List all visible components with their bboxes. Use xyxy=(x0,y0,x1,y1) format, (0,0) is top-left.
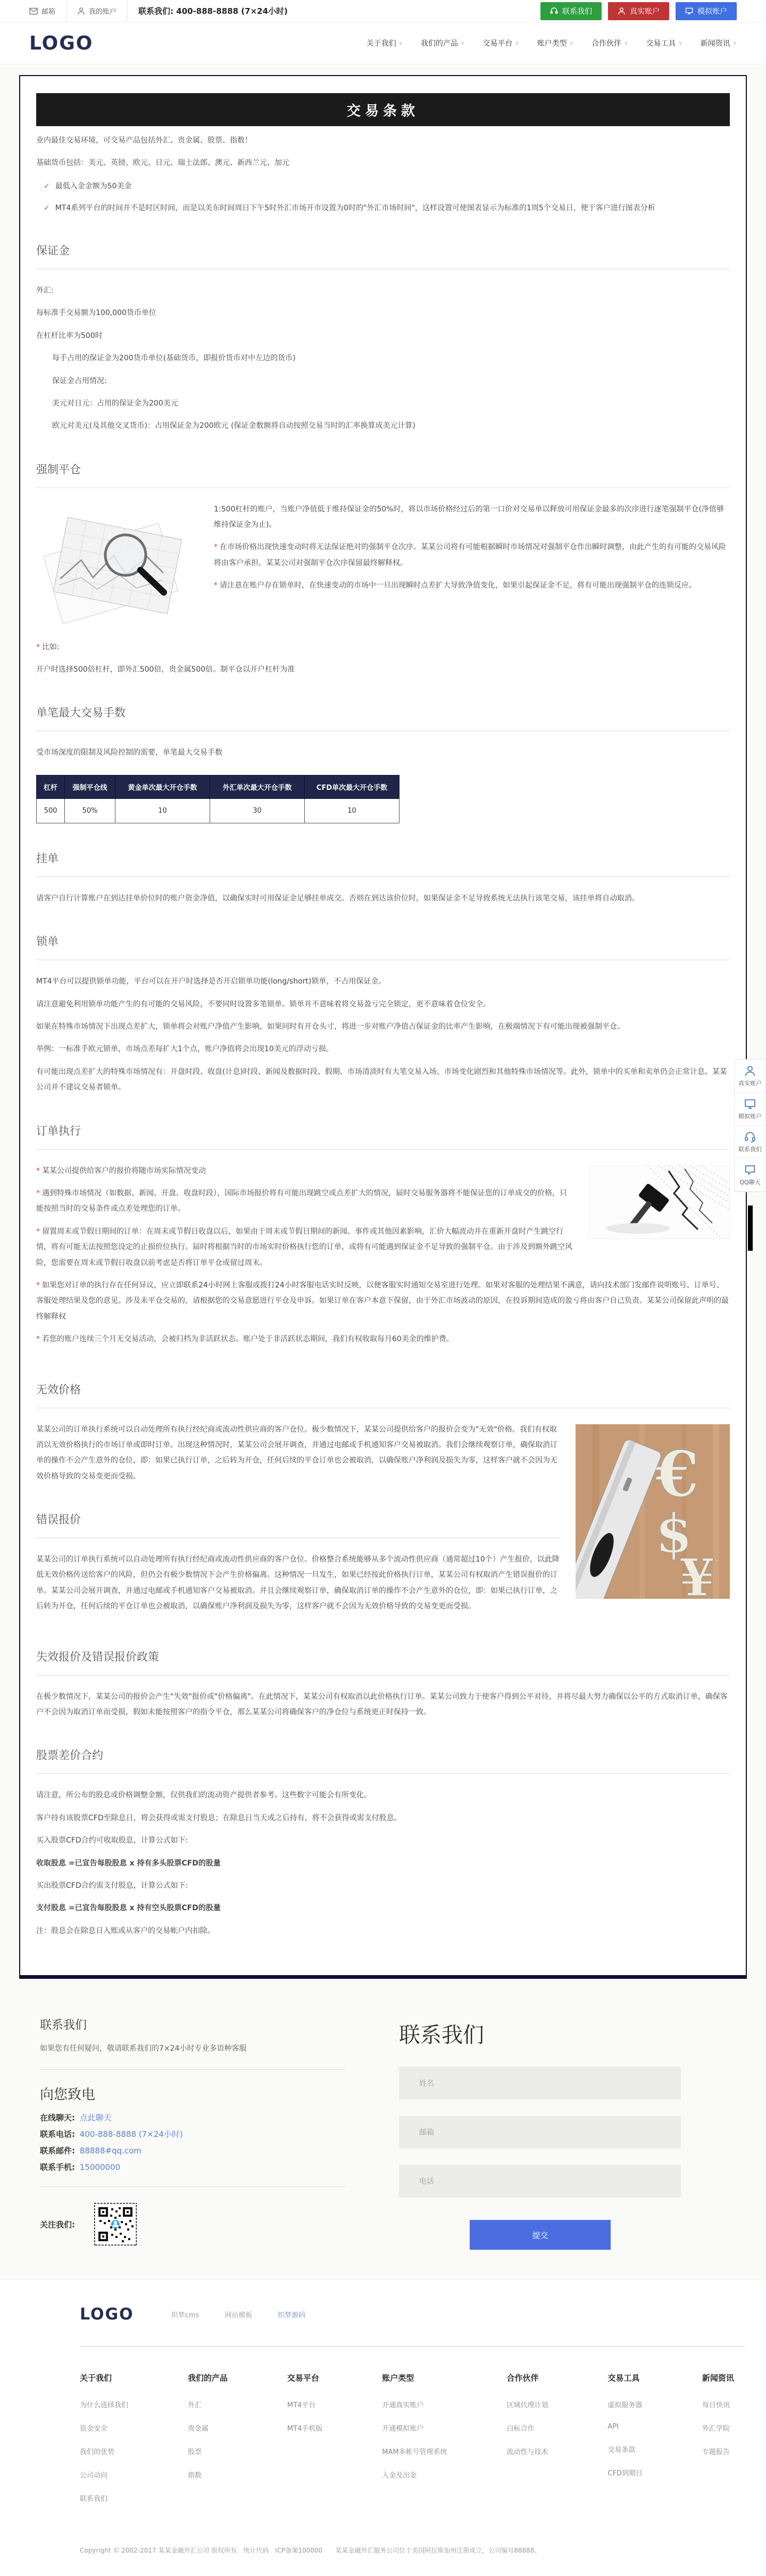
check-item: ✓ MT4系列平台的时间并不是时区时间，而是以美东时间周日下午5时外汇市场开市设置为0时的"外汇市场时间"，这样设置可使图表显示为标准的1周5个交易日，便于客户进行图表分析 xyxy=(44,201,730,216)
divider xyxy=(36,1773,730,1774)
svg-text:$: $ xyxy=(655,1501,693,1565)
footer-column-partners xyxy=(506,2372,548,2516)
paragraph: 美元对日元：占用的保证金为200美元 xyxy=(52,399,178,408)
footer-column-tools xyxy=(607,2372,643,2516)
divider xyxy=(40,2069,346,2070)
bullet-paragraph: * 若您的账户连续三个月无交易活动，会被归档为非活跃状态。账户处于非活跃状态期间，我们有权收取每月60美金的维护费。 xyxy=(36,1335,454,1344)
table-header-cell: 黄金单次最大开仓手数 xyxy=(115,775,210,798)
contact-us-label: 联系我们 xyxy=(562,7,592,16)
footer-column-title: 交易平台 xyxy=(287,2373,319,2383)
footer-link[interactable]: 资金安全 xyxy=(80,2425,108,2433)
asterisk-marker: * xyxy=(36,642,40,651)
paragraph: 有可能出现点差扩大的特殊市场情况有：开盘时段、收盘(计息)时段、新闻及数据时段、假期、市场清淡时有大笔交易入场、市场变化剧烈和其他特殊市场情况等。此外，锁单中的买单和卖单仍会正常计息。某某公司并不建议交易者锁单。 xyxy=(36,1067,727,1092)
headset-icon xyxy=(550,7,558,15)
section-title-stale-quote-policy: 失效报价及错误报价政策 xyxy=(36,1650,159,1663)
section-title-order-execution: 订单执行 xyxy=(36,1124,81,1137)
divider xyxy=(36,1149,730,1150)
main-nav xyxy=(0,22,766,64)
nav-item[interactable]: 交易工具 ∨ xyxy=(646,39,682,48)
note-text: 开户时选择500倍杠杆，即外汇500倍，贵金属500倍。制平仓以开户杠杆为准 xyxy=(36,665,295,674)
footer-link[interactable]: 外汇学院 xyxy=(702,2425,730,2433)
footer-top-link[interactable]: 网站模板 xyxy=(224,2311,253,2320)
paragraph: 在极少数情况下，某某公司的报价会产生"失效"报价或"价格偏离"。在此情况下，某某公司有权取消以此价格执行订单。某某公司致力于使客户得到公平对待，并将尽最大努力确保以公平的方式取消订单，确保客户不会因为取消订单而受损，假如未能按照客户的指令平仓，那么某某公司将确保客户的净仓位与系统更正时保持一致。 xyxy=(36,1692,728,1717)
footer-link[interactable]: 开通真实账户 xyxy=(382,2401,424,2410)
scrollbar-thumb[interactable] xyxy=(748,1206,753,1251)
chevron-down-icon: ∨ xyxy=(624,40,628,46)
paragraph: 请注意避免利用锁单功能产生的有可能的交易风险，不要同时设置多笔锁单。锁单并不意味着将交易盈亏完全锁定，更不意味着仓位安全。 xyxy=(36,1000,490,1009)
demo-account-button[interactable] xyxy=(676,2,737,20)
margin-lines xyxy=(36,283,730,344)
email-field[interactable] xyxy=(399,2116,681,2149)
contact-row: 联系手机: 15000000 xyxy=(40,2162,121,2173)
contact-us-button[interactable] xyxy=(540,2,602,20)
nav-item[interactable]: 我们的产品 ∨ xyxy=(421,39,465,48)
check-icon: ✓ xyxy=(44,204,50,213)
footer-link[interactable]: API xyxy=(607,2423,619,2431)
gavel-chart-image xyxy=(589,1166,730,1239)
user-icon xyxy=(77,7,85,15)
divider xyxy=(80,2346,745,2347)
footer-column-title: 合作伙伴 xyxy=(506,2373,539,2383)
paragraph: 如果在特殊市场情况下出现点差扩大，锁单将会对账户净值产生影响，如果同时有开仓头寸，将进一步对账户净值占保证金的比率产生影响，在极端情况下有可能出现被强制平仓。 xyxy=(36,1022,625,1031)
bullet-paragraph: * 留置周末或节假日期间的订单：在周末或节假日收盘以后，如果由于周末或节假日期间的新闻、事件或其他因素影响，汇价大幅波动并在重新开盘时产生跳空行情，将有可能无法按照您设定的止损价位执行。届时将根据当时的市场实时价格执行您的订单，或将有可能遇到保证金不足导致的强制平仓。由于涉及到额外跳空风险，您需要在周末或节假日收盘以前考虑是否将订单平仓或留过周末。 xyxy=(36,1227,572,1267)
paragraph: 客户持有该股票CFD至除息日，将会获得或需支付股息；在除息日当天或之后持有，将不会获得或需支付股息。 xyxy=(36,1813,402,1822)
max-lots-table xyxy=(36,775,399,823)
footer-column-accounts xyxy=(382,2372,447,2516)
footer-link[interactable]: 我们的优势 xyxy=(80,2448,115,2457)
table-cell: 10 xyxy=(115,798,210,823)
submit-button[interactable]: 提交 xyxy=(470,2220,611,2250)
chat-icon xyxy=(744,1164,756,1176)
footer-link[interactable]: 指数 xyxy=(187,2472,202,2480)
hotline-text: 联系我们: 400-888-8888 (7×24小时) xyxy=(138,6,288,16)
footer-top-link[interactable]: 织梦cms xyxy=(171,2311,199,2320)
contact-section xyxy=(0,1979,766,2279)
footer-link[interactable]: 贵金属 xyxy=(187,2425,209,2433)
topbar xyxy=(0,0,766,22)
footer-link[interactable]: 流动性与技术 xyxy=(506,2448,548,2457)
follow-us-label: 关注我们: xyxy=(40,2219,75,2230)
logo[interactable]: LOGO xyxy=(29,32,94,54)
paragraph: 外汇: xyxy=(36,286,54,295)
contact-row: 联系邮件: 88888#qq.com xyxy=(40,2146,141,2156)
paragraph: 某某公司的订单执行系统可以自动处理所有执行经纪商或流动性供应商的客户仓位。价格整合系统能够从多个流动性供应商（通常超过10个）产生报价，以此降低无效价格传送给客户的风险，但仍会有极少数情况下会产生价格偏离。这种情况一旦发生，如果已经按此价格执行订单，某某公司有权取消产生错误报价的订单。某某公司会展开调查，并通过电邮或手机通知客户交易被取消。并且会继续观察订单，确保取消订单的操作不会产生意外的仓位，即：如果已执行订单，之后转为开仓，任何后续的平仓订单也会被取消，以确保账户净利润及损失为零，这样客户就不会因为无效价格导致的交易变更而受损。 xyxy=(36,1555,560,1611)
table-cell: 500 xyxy=(37,798,65,823)
currency-symbols-image xyxy=(576,1424,730,1599)
chevron-down-icon: ∨ xyxy=(461,40,465,46)
section-title-stock-cfd: 股票差价合约 xyxy=(36,1749,103,1762)
user-icon xyxy=(618,7,626,15)
footer-link[interactable]: 联系我们 xyxy=(80,2495,108,2504)
mailbox-link[interactable] xyxy=(29,6,55,16)
form-title: 联系我们 xyxy=(399,2023,484,2048)
paragraph: 请注意，所公布的股息或价格调整金额，仅供我们的流动资产提供者参考。这些数字可能会有所变化。 xyxy=(36,1791,371,1800)
section-title-hedging: 锁单 xyxy=(36,935,59,948)
side-live-account-button[interactable]: 真实账户 xyxy=(735,1060,765,1093)
footer-link[interactable]: 为什么选择我们 xyxy=(80,2401,129,2410)
contact-value-link[interactable]: 400-888-8888 (7×24小时) xyxy=(79,2129,183,2140)
section-title-wrong-quote: 错误报价 xyxy=(36,1513,81,1526)
nav-item[interactable]: 关于我们 ∨ xyxy=(366,39,403,48)
paragraph: 保证金占用情况: xyxy=(52,376,107,385)
nav-item[interactable]: 交易平台 ∨ xyxy=(482,39,519,48)
contact-value-link[interactable]: 点此聊天 xyxy=(79,2113,112,2123)
footer-link[interactable]: 虚拟服务器 xyxy=(607,2401,643,2410)
contact-row: 联系电话: 400-888-8888 (7×24小时) xyxy=(40,2129,183,2140)
check-icon: ✓ xyxy=(44,181,50,191)
call-you-title: 向您致电 xyxy=(40,2087,96,2103)
contact-value-link[interactable]: 15000000 xyxy=(79,2162,121,2173)
monitor-icon xyxy=(744,1098,756,1110)
intro-text: 基础货币包括：美元、英镑、欧元、日元、瑞士法郎、澳元、新西兰元、加元 xyxy=(36,159,289,168)
mail-icon xyxy=(29,7,38,15)
paragraph: 受市场深度的限制及风险控制的需要，单笔最大交易手数 xyxy=(36,748,222,757)
footer-link[interactable]: 每日快讯 xyxy=(702,2401,730,2410)
footer-link[interactable]: 区域代理计划 xyxy=(506,2401,548,2410)
bullet-paragraph: * 遇到特殊市场情况（如数据、新闻、开盘、收盘时段），国际市场报价将有可能出现跳空或点差扩大的情况，届时交易服务器将不能保证您的订单成交的价格，只能按照当时的交易条件或点差处理您的订单。 xyxy=(36,1189,567,1213)
live-account-button[interactable] xyxy=(608,2,669,20)
chevron-down-icon: ∨ xyxy=(732,40,737,46)
headset-icon xyxy=(744,1131,756,1143)
page-title: 交易条款 xyxy=(36,93,730,126)
nav-menu xyxy=(367,38,737,48)
chevron-down-icon: ∨ xyxy=(515,40,519,46)
paragraph: * 请注意在账户存在锁单时，在快速变动的市场中一旦出现瞬时点差扩大导致净值变化，如果引起保证金不足，将有可能出现强制平仓的连锁反应。 xyxy=(214,581,696,590)
paragraph: * 在市场价格出现快速变动时将无法保证绝对的强制平仓次序。某某公司将有可能根据瞬时市场情况对强制平仓作出瞬时调整，由此产生的有可能的交易风险将由客户承担。某某公司对强制平仓次序保留最终解释权。 xyxy=(214,543,726,567)
asterisk-marker: * xyxy=(214,543,218,552)
demo-account-label: 模拟账户 xyxy=(697,7,727,16)
footer-link[interactable]: 股票 xyxy=(187,2448,202,2457)
divider xyxy=(40,2186,346,2187)
footer-column-products xyxy=(188,2372,228,2516)
bullet-paragraph: * 如果您对订单的执行存在任何异议，应立即联系24小时网上客服或拨打24小时客服电话实时反映，以便客服实时通知交易室进行处理。如果对客服的处理结果不满意，请向技术部门发邮件说明账号、订单号、客服处理结果及您的意见。涉及未平仓交易的，请根据您的交易意愿进行平仓及申诉。如果订单在客户本意下保留，由于外汇市场波动的原因，在投诉期间造成的盈亏将由客户自己负责。某某公司保留此声明的最终解释权 xyxy=(36,1281,729,1321)
check-list xyxy=(36,179,730,216)
footer-column-title: 关于我们 xyxy=(80,2373,112,2383)
paragraph: 在杠杆比率为500时 xyxy=(36,331,103,340)
svg-text:¥: ¥ xyxy=(679,1547,715,1599)
table-header-cell: 外汇单次最大开仓手数 xyxy=(210,775,305,798)
note-text: 注：股息会在除息日入账或从客户的交易帐户内扣除。 xyxy=(36,1926,215,1935)
table-cell: 30 xyxy=(210,798,305,823)
hedge-paragraphs xyxy=(36,974,730,1095)
qr-code xyxy=(94,2203,137,2245)
formula-receive-dividend: 收取股息 =已宣告每股股息 x 持有多头股票CFD的股量 xyxy=(36,1859,221,1868)
footer-link[interactable]: 专题报告 xyxy=(702,2448,730,2457)
intro-text: 业内最佳交易环境，可交易产品包括外汇、贵金属、股票、指数！ xyxy=(36,136,252,145)
footer-column-title: 交易工具 xyxy=(607,2373,640,2383)
mailbox-label: 邮箱 xyxy=(41,8,56,16)
footer-top-link[interactable]: 织梦源码 xyxy=(278,2311,306,2320)
my-account-label: 我的账户 xyxy=(89,8,117,16)
contact-form xyxy=(346,2016,726,2250)
side-contact-button[interactable]: 联系我们 xyxy=(735,1126,765,1159)
chart-magnifier-image xyxy=(36,504,196,625)
asterisk-marker: * xyxy=(36,1189,40,1198)
check-item: ✓ 最低入金金额为50美金 xyxy=(44,179,730,194)
footer-column-platform xyxy=(287,2372,322,2516)
monitor-icon xyxy=(685,7,693,15)
footer-top-links xyxy=(171,2309,306,2319)
asterisk-marker: * xyxy=(36,1166,40,1175)
paragraph: 每手占用的保证金为200货币单位(基础货币，即报价货币对中左边的货币) xyxy=(52,354,296,363)
phone-field[interactable] xyxy=(399,2165,681,2198)
paragraph: 某某公司的订单执行系统可以自动处理所有执行经纪商或流动性供应商的客户仓位。极少数情况下，某某公司提供给客户的报价会变为"无效"价格。我们有权取消以无效价格执行的市场订单或即时订单。出现这种情况时，某某公司会展开调查，并通过电邮或手机通知客户交易被取消。我们会继续观察订单，确保取消订单的操作不会产生意外的仓位，即：如果已执行订单，之后转为开仓，任何后续的平仓订单也会被取消，以确保账户净利润及损失为零，这样客户就不会因为无效价格导致的交易变更而受损。 xyxy=(36,1425,557,1481)
paragraph: 欧元对美元(及其他交叉货币)：占用保证金为200欧元 (保证金数额将自动按照交易当时的汇率换算成美元计算) xyxy=(52,422,416,431)
footer-column-title: 我们的产品 xyxy=(187,2373,228,2383)
footer-link[interactable]: MAM多帐号管理系统 xyxy=(382,2448,447,2457)
footer-column-about xyxy=(80,2372,128,2516)
formula-pay-dividend: 支付股息 =已宣告每股股息 x 持有空头股票CFD的股量 xyxy=(36,1904,221,1913)
contact-rows xyxy=(40,2112,346,2173)
footer-link[interactable]: 外汇 xyxy=(187,2401,202,2410)
table-header-cell: CFD单次最大开仓手数 xyxy=(305,775,399,798)
table-cell: 50% xyxy=(65,798,115,823)
asterisk-marker: * xyxy=(214,581,218,590)
asterisk-marker: * xyxy=(36,1227,40,1236)
table-cell: 10 xyxy=(305,798,399,823)
copyright-text: Copyright © 2002-2017 某某金融外汇公司 版权所有 统计代码 ICP备案100000 某某金融外汇服务公司位于美国阿拉斯加州注册成立，公司编号88888。 xyxy=(80,2547,541,2555)
paragraph: 请客户自行计算账户在到达挂单价位时的账户资金净值，以确保实时可用保证金足够挂单成交。否则在到达该价位时，如果保证金不足导致系统无法执行该笔交易，该挂单将自动取消。 xyxy=(36,894,639,903)
footer-column-news xyxy=(702,2372,734,2516)
paragraph: 1:500杠杆的账户，当账户净值低于维持保证金的50%时，将以市场价格经过后的第一口价对交易单以释放可用保证金最多的次序进行逐笔强制平仓(净值够维持保证金为止)。 xyxy=(214,505,724,530)
footer-column-title: 账户类型 xyxy=(382,2373,414,2383)
paragraph: 举例：一标准手欧元锁单，市场点差每扩大1个点，账户净值将会出现10美元的浮动亏损。 xyxy=(36,1045,334,1054)
footer-link[interactable]: 开通模拟账户 xyxy=(382,2425,424,2433)
footer-link[interactable]: 交易条款 xyxy=(607,2446,636,2455)
asterisk-marker: * xyxy=(36,1335,40,1344)
footer-link[interactable]: MT4平台 xyxy=(287,2401,316,2410)
footer-link[interactable]: 白标合作 xyxy=(506,2425,535,2433)
floating-side-panel xyxy=(734,1059,766,1192)
footer-link[interactable]: CFD到期日 xyxy=(607,2470,643,2478)
paragraph: 买出股票CFD合约需支付股息，计算公式如下: xyxy=(36,1881,188,1890)
section-title-max-lots: 单笔最大交易手数 xyxy=(36,706,126,720)
nav-item[interactable]: 账户类型 ∨ xyxy=(537,39,574,48)
paragraph: 买入股票CFD合约可收取股息，计算公式如下: xyxy=(36,1836,188,1845)
svg-text:€: € xyxy=(655,1436,700,1511)
table-header-cell: 杠杆 xyxy=(37,775,65,798)
footer-column-title: 新闻资讯 xyxy=(702,2373,734,2383)
side-demo-account-button[interactable]: 模拟账户 xyxy=(735,1093,765,1126)
footer xyxy=(0,2279,766,2576)
table-header-cell: 强制平仓线 xyxy=(65,775,115,798)
section-title-margin: 保证金 xyxy=(36,244,70,257)
content-card xyxy=(19,75,747,1979)
chevron-down-icon: ∨ xyxy=(398,40,403,46)
contact-value-link[interactable]: 88888#qq.com xyxy=(79,2146,141,2156)
side-qq-chat-button[interactable]: QQ聊天 xyxy=(735,1159,765,1192)
footer-link[interactable]: 入金及出金 xyxy=(382,2472,417,2480)
asterisk-marker: * xyxy=(36,1281,40,1290)
footer-link[interactable]: 公司动向 xyxy=(80,2472,108,2480)
section-title-pending-orders: 挂单 xyxy=(36,852,59,865)
name-field[interactable] xyxy=(399,2067,681,2100)
margin-indented-lines xyxy=(36,351,730,434)
contact-subtitle: 如果您有任何疑问，敬请联系我们的7×24小时专业多语种客服 xyxy=(40,2044,247,2053)
section-title-invalid-price: 无效价格 xyxy=(36,1383,81,1396)
nav-item[interactable]: 新闻资讯 ∨ xyxy=(700,39,737,48)
user-icon xyxy=(744,1065,756,1077)
paragraph: 每标准手交易额为100,000货币单位 xyxy=(36,309,156,318)
footer-logo[interactable]: LOGO xyxy=(80,2305,134,2324)
nav-item[interactable]: 合作伙伴 ∨ xyxy=(592,39,628,48)
footer-link[interactable]: MT4手机版 xyxy=(287,2425,323,2433)
chevron-down-icon: ∨ xyxy=(678,40,682,46)
bullet-paragraph: * 某某公司提供给客户的报价将随市场实际情况变动 xyxy=(36,1166,206,1175)
contact-row: 在线聊天: 点此聊天 xyxy=(40,2113,112,2123)
divider xyxy=(127,0,128,22)
contact-title: 联系我们 xyxy=(40,2019,87,2033)
note-label: * 比如: xyxy=(36,642,60,651)
paragraph: MT4平台可以提供锁单功能，平台可以在开户时选择是否开启锁单功能(long/short)锁单，不占用保证金。 xyxy=(36,977,386,986)
live-account-label: 真实账户 xyxy=(630,7,660,16)
chevron-down-icon: ∨ xyxy=(569,40,574,46)
my-account-link[interactable] xyxy=(77,6,116,16)
section-title-forced-liquidation: 强制平仓 xyxy=(36,463,81,476)
